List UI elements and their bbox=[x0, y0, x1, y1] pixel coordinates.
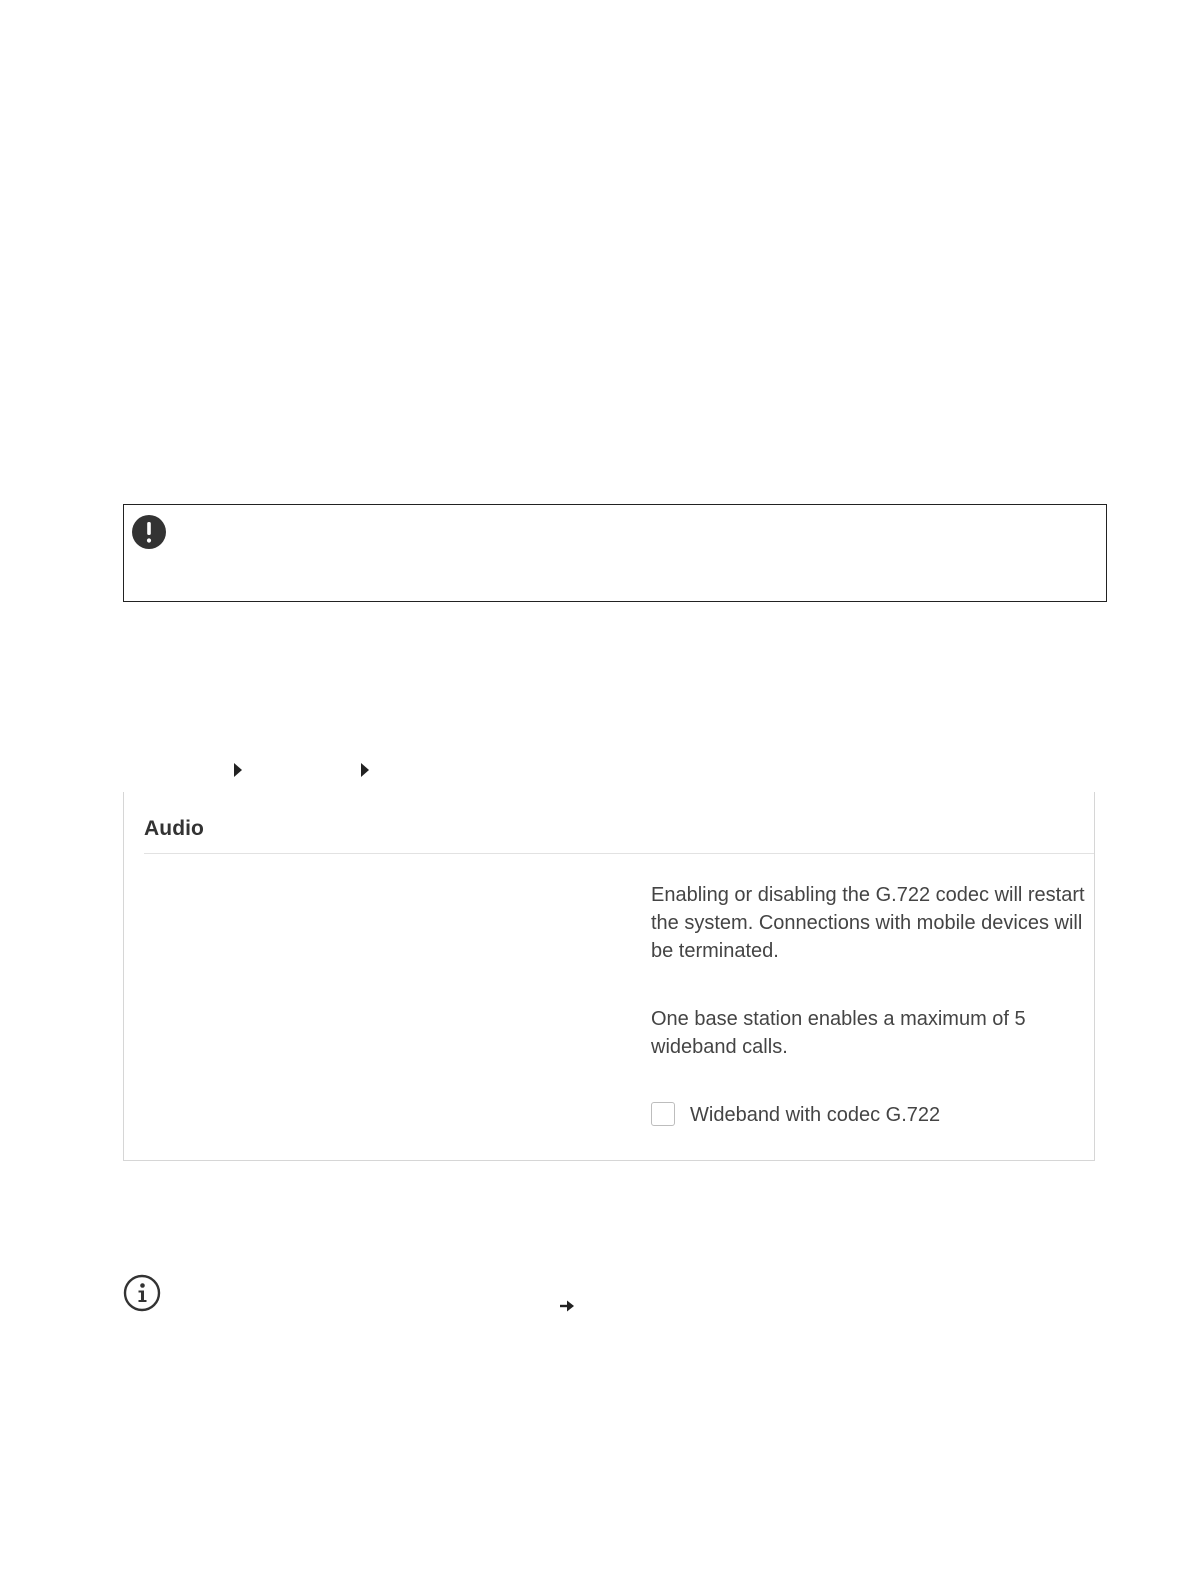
caret-right-icon bbox=[361, 762, 369, 778]
breadcrumb bbox=[123, 760, 523, 780]
wideband-checkbox[interactable] bbox=[651, 1102, 675, 1126]
wideband-checkbox-label[interactable]: Wideband with codec G.722 bbox=[690, 1104, 941, 1126]
panel-divider bbox=[144, 853, 1094, 854]
wideband-limit-note: One base station enables a maximum of 5 wideband calls. bbox=[651, 1008, 1026, 1058]
audio-settings-panel bbox=[123, 792, 1095, 1161]
wideband-checkbox-row[interactable] bbox=[651, 1101, 1091, 1129]
warning-notice bbox=[123, 504, 1107, 602]
info-icon bbox=[123, 1274, 161, 1312]
panel-title: Audio bbox=[144, 817, 204, 840]
warning-exclamation-icon bbox=[132, 515, 166, 549]
caret-right-icon bbox=[234, 762, 242, 778]
arrow-right-icon bbox=[559, 1298, 575, 1314]
codec-restart-note: Enabling or disabling the G.722 codec will restart the system. Connections with mobile devices will be terminated. bbox=[651, 884, 1085, 962]
